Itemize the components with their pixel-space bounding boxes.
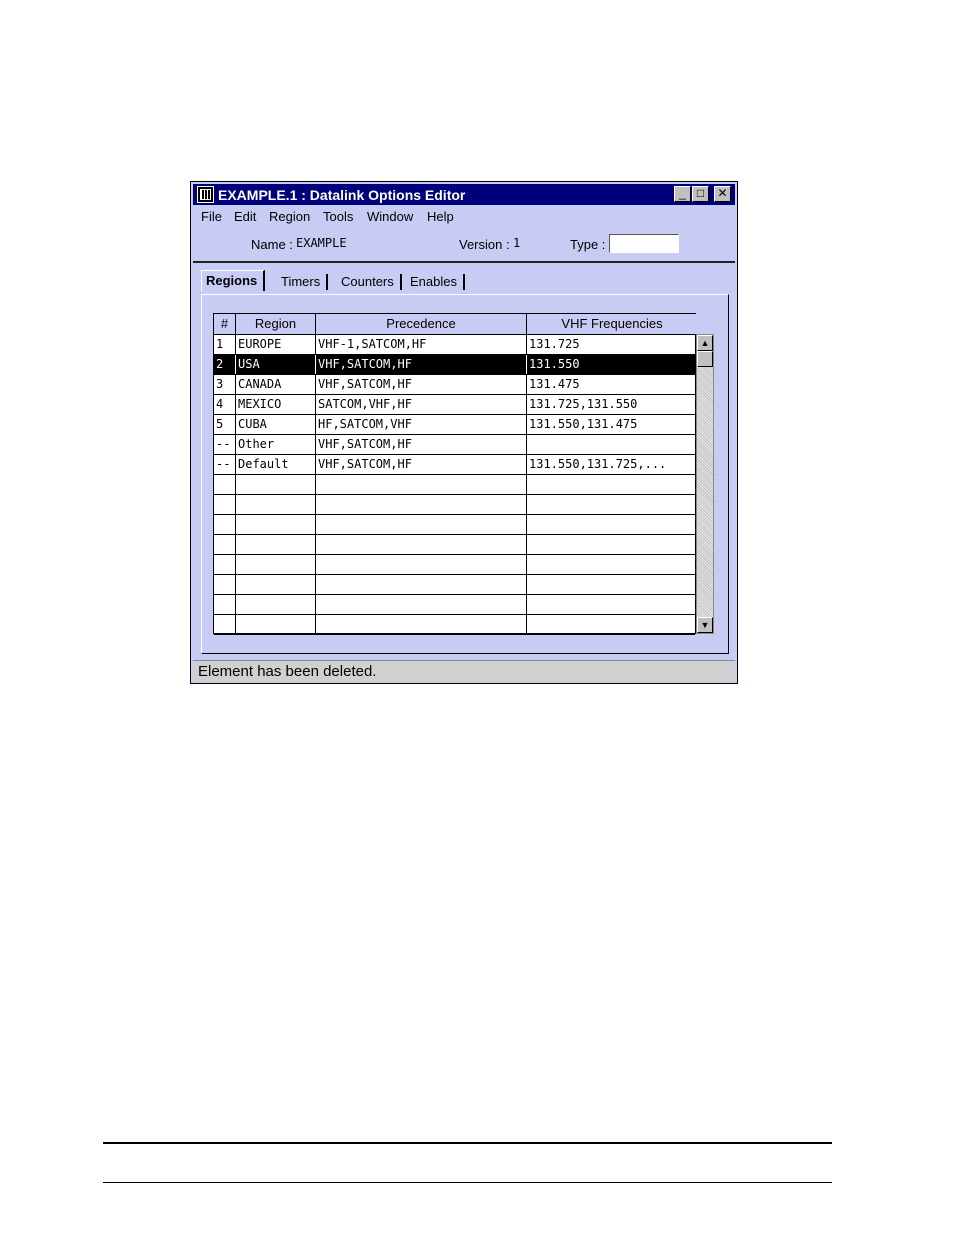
table-row[interactable] [214,595,695,615]
maximize-button[interactable]: □ [692,186,709,202]
table-cell-number[interactable]: 4 [214,395,236,414]
table-row[interactable] [214,435,695,455]
name-value: EXAMPLE [296,236,347,250]
menu-file[interactable]: File [201,209,222,224]
tab-counters[interactable]: Counters [341,274,402,290]
table-cell-number[interactable] [214,555,236,574]
vertical-scrollbar[interactable] [696,334,714,634]
menu-tools[interactable]: Tools [323,209,354,224]
column-header-vhf-frequencies[interactable]: VHF Frequencies [561,316,663,331]
table-cell-vhf-frequencies[interactable] [527,615,697,634]
app-icon[interactable] [197,186,214,203]
table-cell-precedence[interactable]: VHF,SATCOM,HF [316,435,527,454]
scroll-down-icon[interactable]: ▼ [697,617,713,633]
tab-enables[interactable]: Enables [410,274,465,290]
menu-edit[interactable]: Edit [234,209,257,224]
menu-bar [193,206,735,228]
table-cell-number[interactable]: 1 [214,335,236,354]
table-row[interactable] [214,555,695,575]
table-cell-precedence[interactable] [316,475,527,494]
table-row[interactable] [214,355,695,375]
table-cell-region[interactable] [236,475,316,494]
table-cell-number[interactable]: 3 [214,375,236,394]
table-cell-region[interactable] [236,555,316,574]
table-row[interactable] [214,495,695,515]
file-info-bar [193,229,735,263]
table-cell-vhf-frequencies[interactable] [527,535,697,554]
type-label: Type : [570,237,606,252]
version-label: Version : [459,237,510,252]
table-cell-number[interactable] [214,515,236,534]
table-cell-number[interactable] [214,575,236,594]
scroll-thumb[interactable] [697,351,713,367]
table-cell-vhf-frequencies[interactable] [527,475,697,494]
table-cell-precedence[interactable]: VHF,SATCOM,HF [316,455,527,474]
table-cell-number[interactable] [214,535,236,554]
minimize-button[interactable]: _ [674,186,691,202]
menu-help[interactable]: Help [427,209,454,224]
table-row[interactable] [214,395,695,415]
table-cell-precedence[interactable] [316,595,527,614]
table-cell-region[interactable] [236,575,316,594]
table-cell-vhf-frequencies[interactable]: 131.550,131.475 [529,417,638,431]
table-row[interactable] [214,455,695,475]
table-cell-precedence[interactable]: HF,SATCOM,VHF [316,415,527,434]
tab-regions[interactable]: Regions [201,270,265,291]
table-cell-number[interactable]: 5 [214,415,236,434]
table-row[interactable] [214,515,695,535]
table-row[interactable] [214,335,695,355]
scroll-up-icon[interactable]: ▲ [697,335,713,351]
table-header [214,314,697,335]
footer-rule-top [103,1142,832,1144]
table-row[interactable] [214,475,695,495]
table-cell-number[interactable]: -- [214,435,236,454]
table-cell-region[interactable] [236,515,316,534]
status-bar: Element has been deleted. [193,660,735,682]
table-cell-vhf-frequencies[interactable] [527,495,697,514]
table-cell-vhf-frequencies[interactable] [527,515,697,534]
regions-table [213,313,696,634]
table-cell-vhf-frequencies[interactable] [527,595,697,614]
table-cell-vhf-frequencies[interactable]: 131.475 [529,377,580,391]
table-cell-precedence[interactable]: VHF,SATCOM,HF [316,375,527,394]
table-cell-vhf-frequencies[interactable] [527,555,697,574]
table-cell-region[interactable]: CANADA [236,375,316,394]
table-row[interactable] [214,575,695,595]
menu-window[interactable]: Window [367,209,414,224]
table-row[interactable] [214,415,695,435]
column-header-region[interactable]: Region [236,314,316,334]
table-cell-region[interactable]: Default [236,455,316,474]
table-cell-precedence[interactable] [316,515,527,534]
footer-rule-bottom [103,1182,832,1183]
column-header-number[interactable]: # [214,314,236,334]
table-cell-number[interactable]: -- [214,455,236,474]
table-cell-number[interactable]: 2 [214,355,236,374]
datalink-options-editor-window [190,181,738,684]
tab-timers[interactable]: Timers [281,274,328,290]
table-cell-precedence[interactable] [316,555,527,574]
menu-region[interactable]: Region [269,209,311,224]
table-cell-vhf-frequencies[interactable]: 131.725,131.550 [529,397,638,411]
version-value: 1 [513,236,521,250]
table-cell-precedence[interactable] [316,495,527,514]
table-cell-region[interactable] [236,595,316,614]
table-cell-precedence[interactable]: SATCOM,VHF,HF [316,395,527,414]
table-cell-precedence[interactable] [316,575,527,594]
table-cell-region[interactable]: CUBA [236,415,316,434]
table-cell-number[interactable] [214,595,236,614]
table-row[interactable] [214,375,695,395]
table-cell-precedence[interactable] [316,535,527,554]
title-bar[interactable] [193,184,735,205]
table-cell-number[interactable] [214,495,236,514]
table-row[interactable] [214,615,695,635]
table-cell-vhf-frequencies[interactable]: 131.725 [529,337,580,351]
table-cell-vhf-frequencies[interactable]: 131.550,131.725,... [529,457,667,471]
table-cell-number[interactable] [214,615,236,634]
table-cell-region[interactable]: EUROPE [236,335,316,354]
tab-strip [201,272,727,296]
table-cell-vhf-frequencies[interactable] [527,575,697,594]
close-button[interactable]: ✕ [714,186,731,202]
table-cell-region[interactable] [236,615,316,634]
table-cell-vhf-frequencies[interactable]: 131.550 [529,357,580,371]
window-title: EXAMPLE.1 : Datalink Options Editor [218,187,466,203]
table-cell-precedence[interactable]: VHF-1,SATCOM,HF [316,335,527,354]
table-cell-region[interactable] [236,495,316,514]
table-cell-vhf-frequencies[interactable] [527,435,697,454]
table-cell-region[interactable]: Other [236,435,316,454]
table-cell-region[interactable]: MEXICO [236,395,316,414]
table-cell-region[interactable] [236,535,316,554]
name-label: Name : [251,237,293,252]
table-cell-precedence[interactable] [316,615,527,634]
table-row[interactable] [214,535,695,555]
table-cell-number[interactable] [214,475,236,494]
table-cell-precedence[interactable]: VHF,SATCOM,HF [316,355,527,374]
table-cell-region[interactable]: USA [236,355,316,374]
type-input[interactable] [609,234,679,253]
column-header-precedence[interactable]: Precedence [316,314,527,334]
